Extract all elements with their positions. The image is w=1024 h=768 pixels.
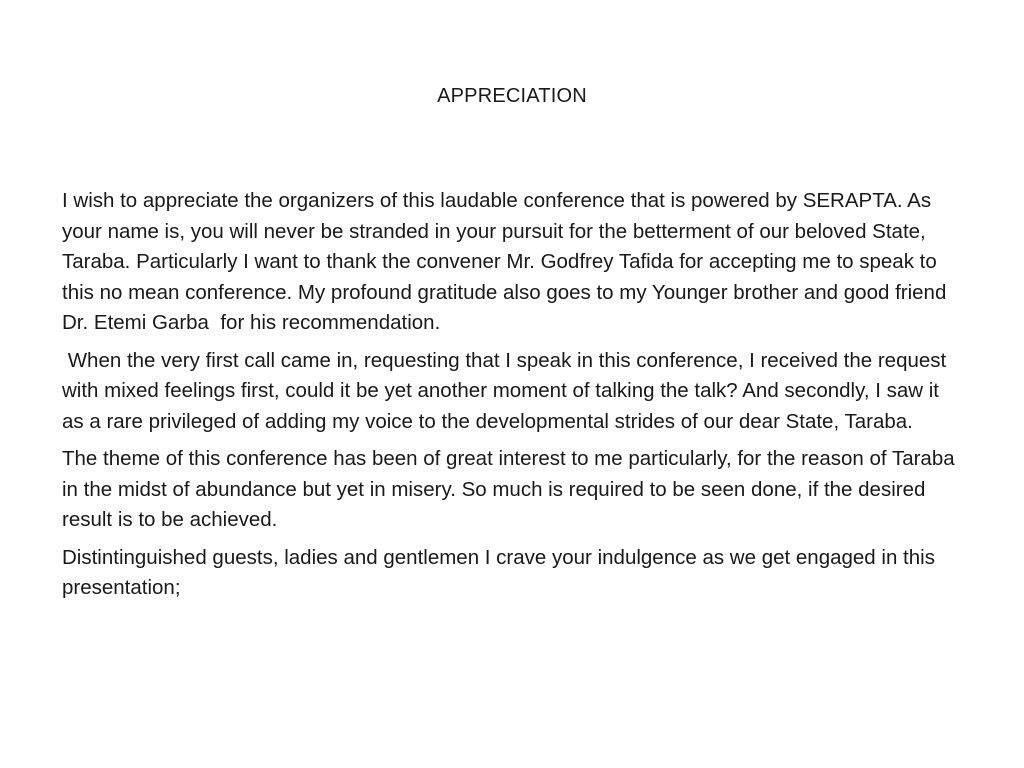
paragraph-appreciation: I wish to appreciate the organizers of this laudable conference that is powered by SERAPTA. As your name is, you will never be stranded in your pursuit for the betterment of our beloved State, Taraba. Particularly I want to thank the convener Mr. Godfrey Tafida for accepting me to speak to this no mean conference. My profound gratitude also goes to my Younger brother and good friend Dr. Etemi Garba for his recommendation. (62, 189, 953, 334)
slide-title: APPRECIATION (437, 85, 587, 107)
paragraph-guests: Distintinguished guests, ladies and gentlemen I crave your indulgence as we get engaged in this presentation; (62, 545, 941, 599)
paragraph-first-call: When the very first call came in, requesting that I speak in this conference, I received the request with mixed feelings first, could it be yet another moment of talking the talk? And secondly, I saw it as a rare privileged of adding my voice to the developmental strides of our dear State, Taraba. (62, 348, 952, 433)
slide-body (62, 186, 962, 611)
paragraph-theme: The theme of this conference has been of great interest to me particularly, for the reason of Taraba in the midst of abundance but yet in misery. So much is required to be seen done, if the desired result is to be achieved. (62, 447, 961, 531)
